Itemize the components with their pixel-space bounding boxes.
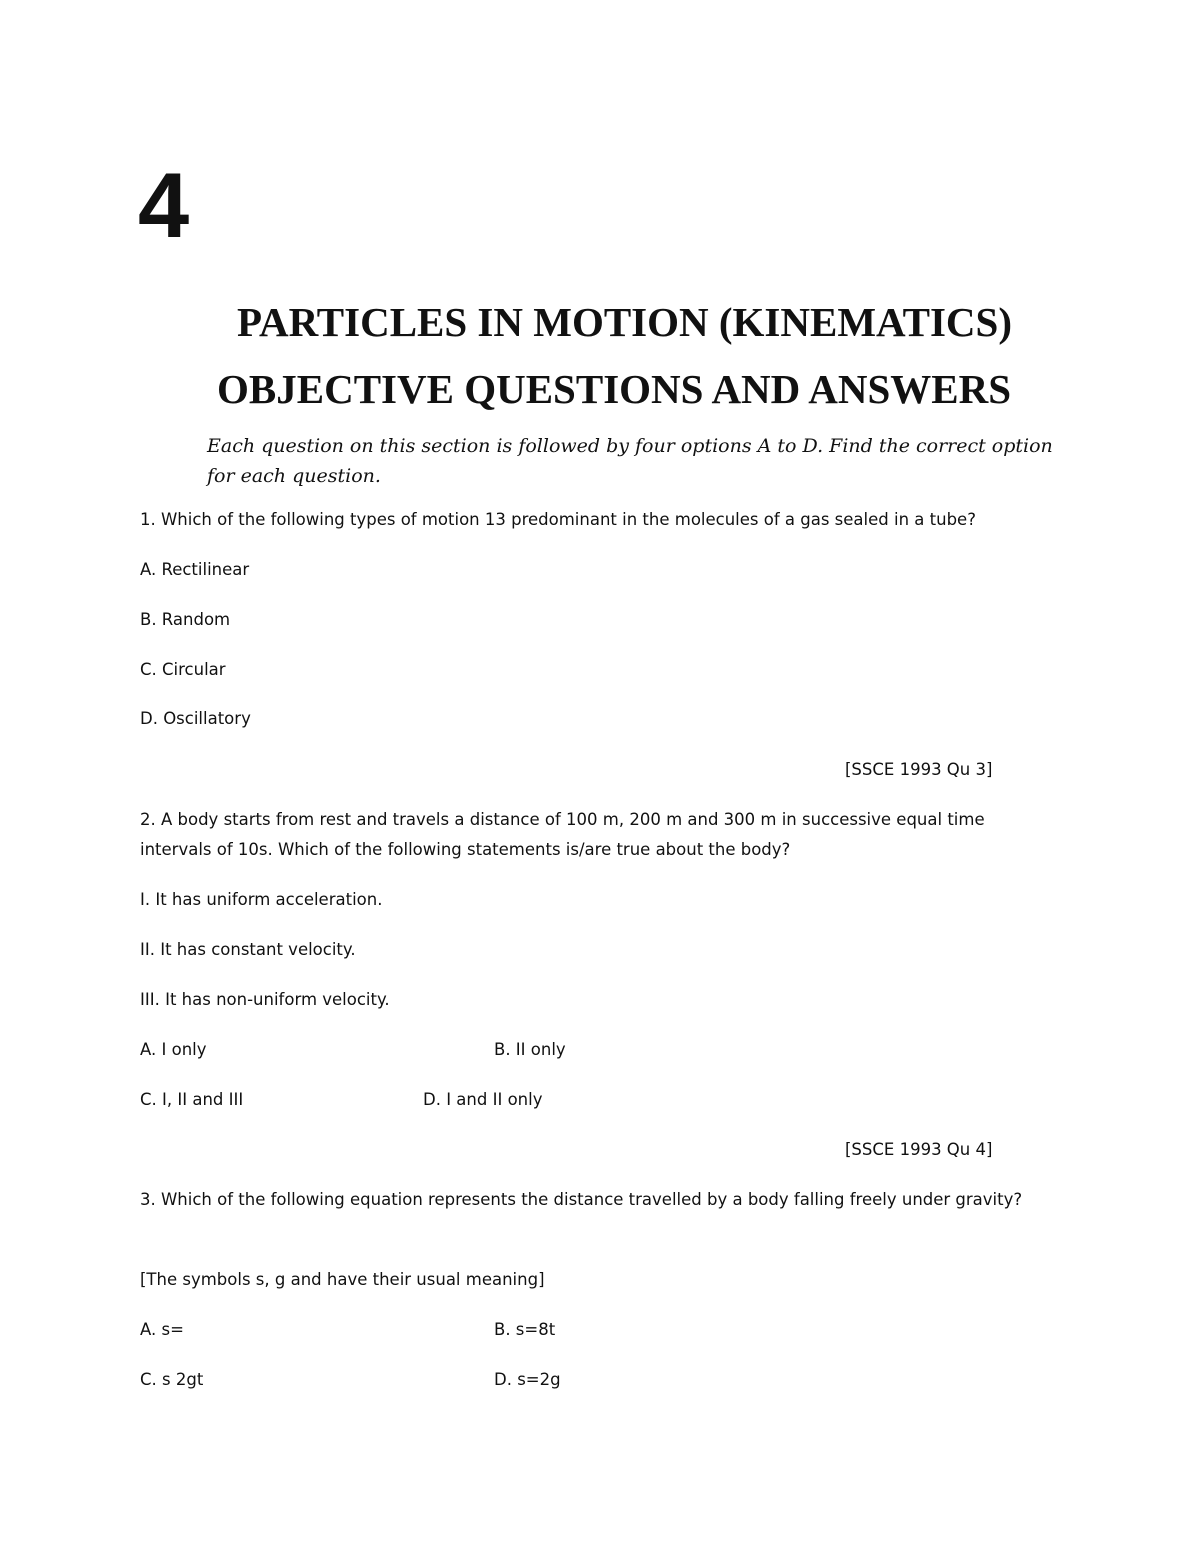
- chapter-number: 4: [138, 155, 190, 257]
- question-3-option-d: D. s=2g: [494, 1370, 561, 1389]
- question-2-option-b: B. II only: [494, 1040, 566, 1059]
- question-2-statement-3: III. It has non-uniform velocity.: [140, 990, 390, 1009]
- question-3-note: [The symbols s, g and have their usual meaning]: [140, 1270, 545, 1289]
- question-1-option-d: D. Oscillatory: [140, 709, 251, 728]
- question-2-statement-2: II. It has constant velocity.: [140, 940, 356, 959]
- question-1-option-a: A. Rectilinear: [140, 560, 250, 579]
- question-2-source: [SSCE 1993 Qu 4]: [845, 1140, 993, 1159]
- instructions: Each question on this section is followed by four options A to D. Find the correct option for each question.: [207, 435, 1053, 487]
- question-1-text: 1. Which of the following types of motion 13 predominant in the molecules of a gas sealed in a tube?: [140, 510, 976, 529]
- question-3-text: 3. Which of the following equation represents the distance travelled by a body falling freely under gravity?: [140, 1190, 1023, 1209]
- question-3-option-c: C. s 2gt: [140, 1370, 204, 1389]
- question-3-option-b: B. s=8t: [494, 1320, 556, 1339]
- question-3-option-a: A. s=: [140, 1320, 184, 1339]
- question-2-option-a: A. I only: [140, 1040, 207, 1059]
- question-1-option-c: C. Circular: [140, 660, 226, 679]
- question-2-statement-1: I. It has uniform acceleration.: [140, 890, 383, 909]
- title-line-1: PARTICLES IN MOTION (KINEMATICS): [237, 299, 1012, 345]
- question-2-option-d: D. I and II only: [423, 1090, 543, 1109]
- title-line-2: OBJECTIVE QUESTIONS AND ANSWERS: [217, 366, 1012, 412]
- question-1-option-b: B. Random: [140, 610, 231, 629]
- question-2-text: 2. A body starts from rest and travels a distance of 100 m, 200 m and 300 m in successive equal time intervals of 10s. Which of the following statements is/are true about the body?: [140, 810, 985, 859]
- question-2-option-c: C. I, II and III: [140, 1090, 244, 1109]
- question-1-source: [SSCE 1993 Qu 3]: [845, 760, 993, 779]
